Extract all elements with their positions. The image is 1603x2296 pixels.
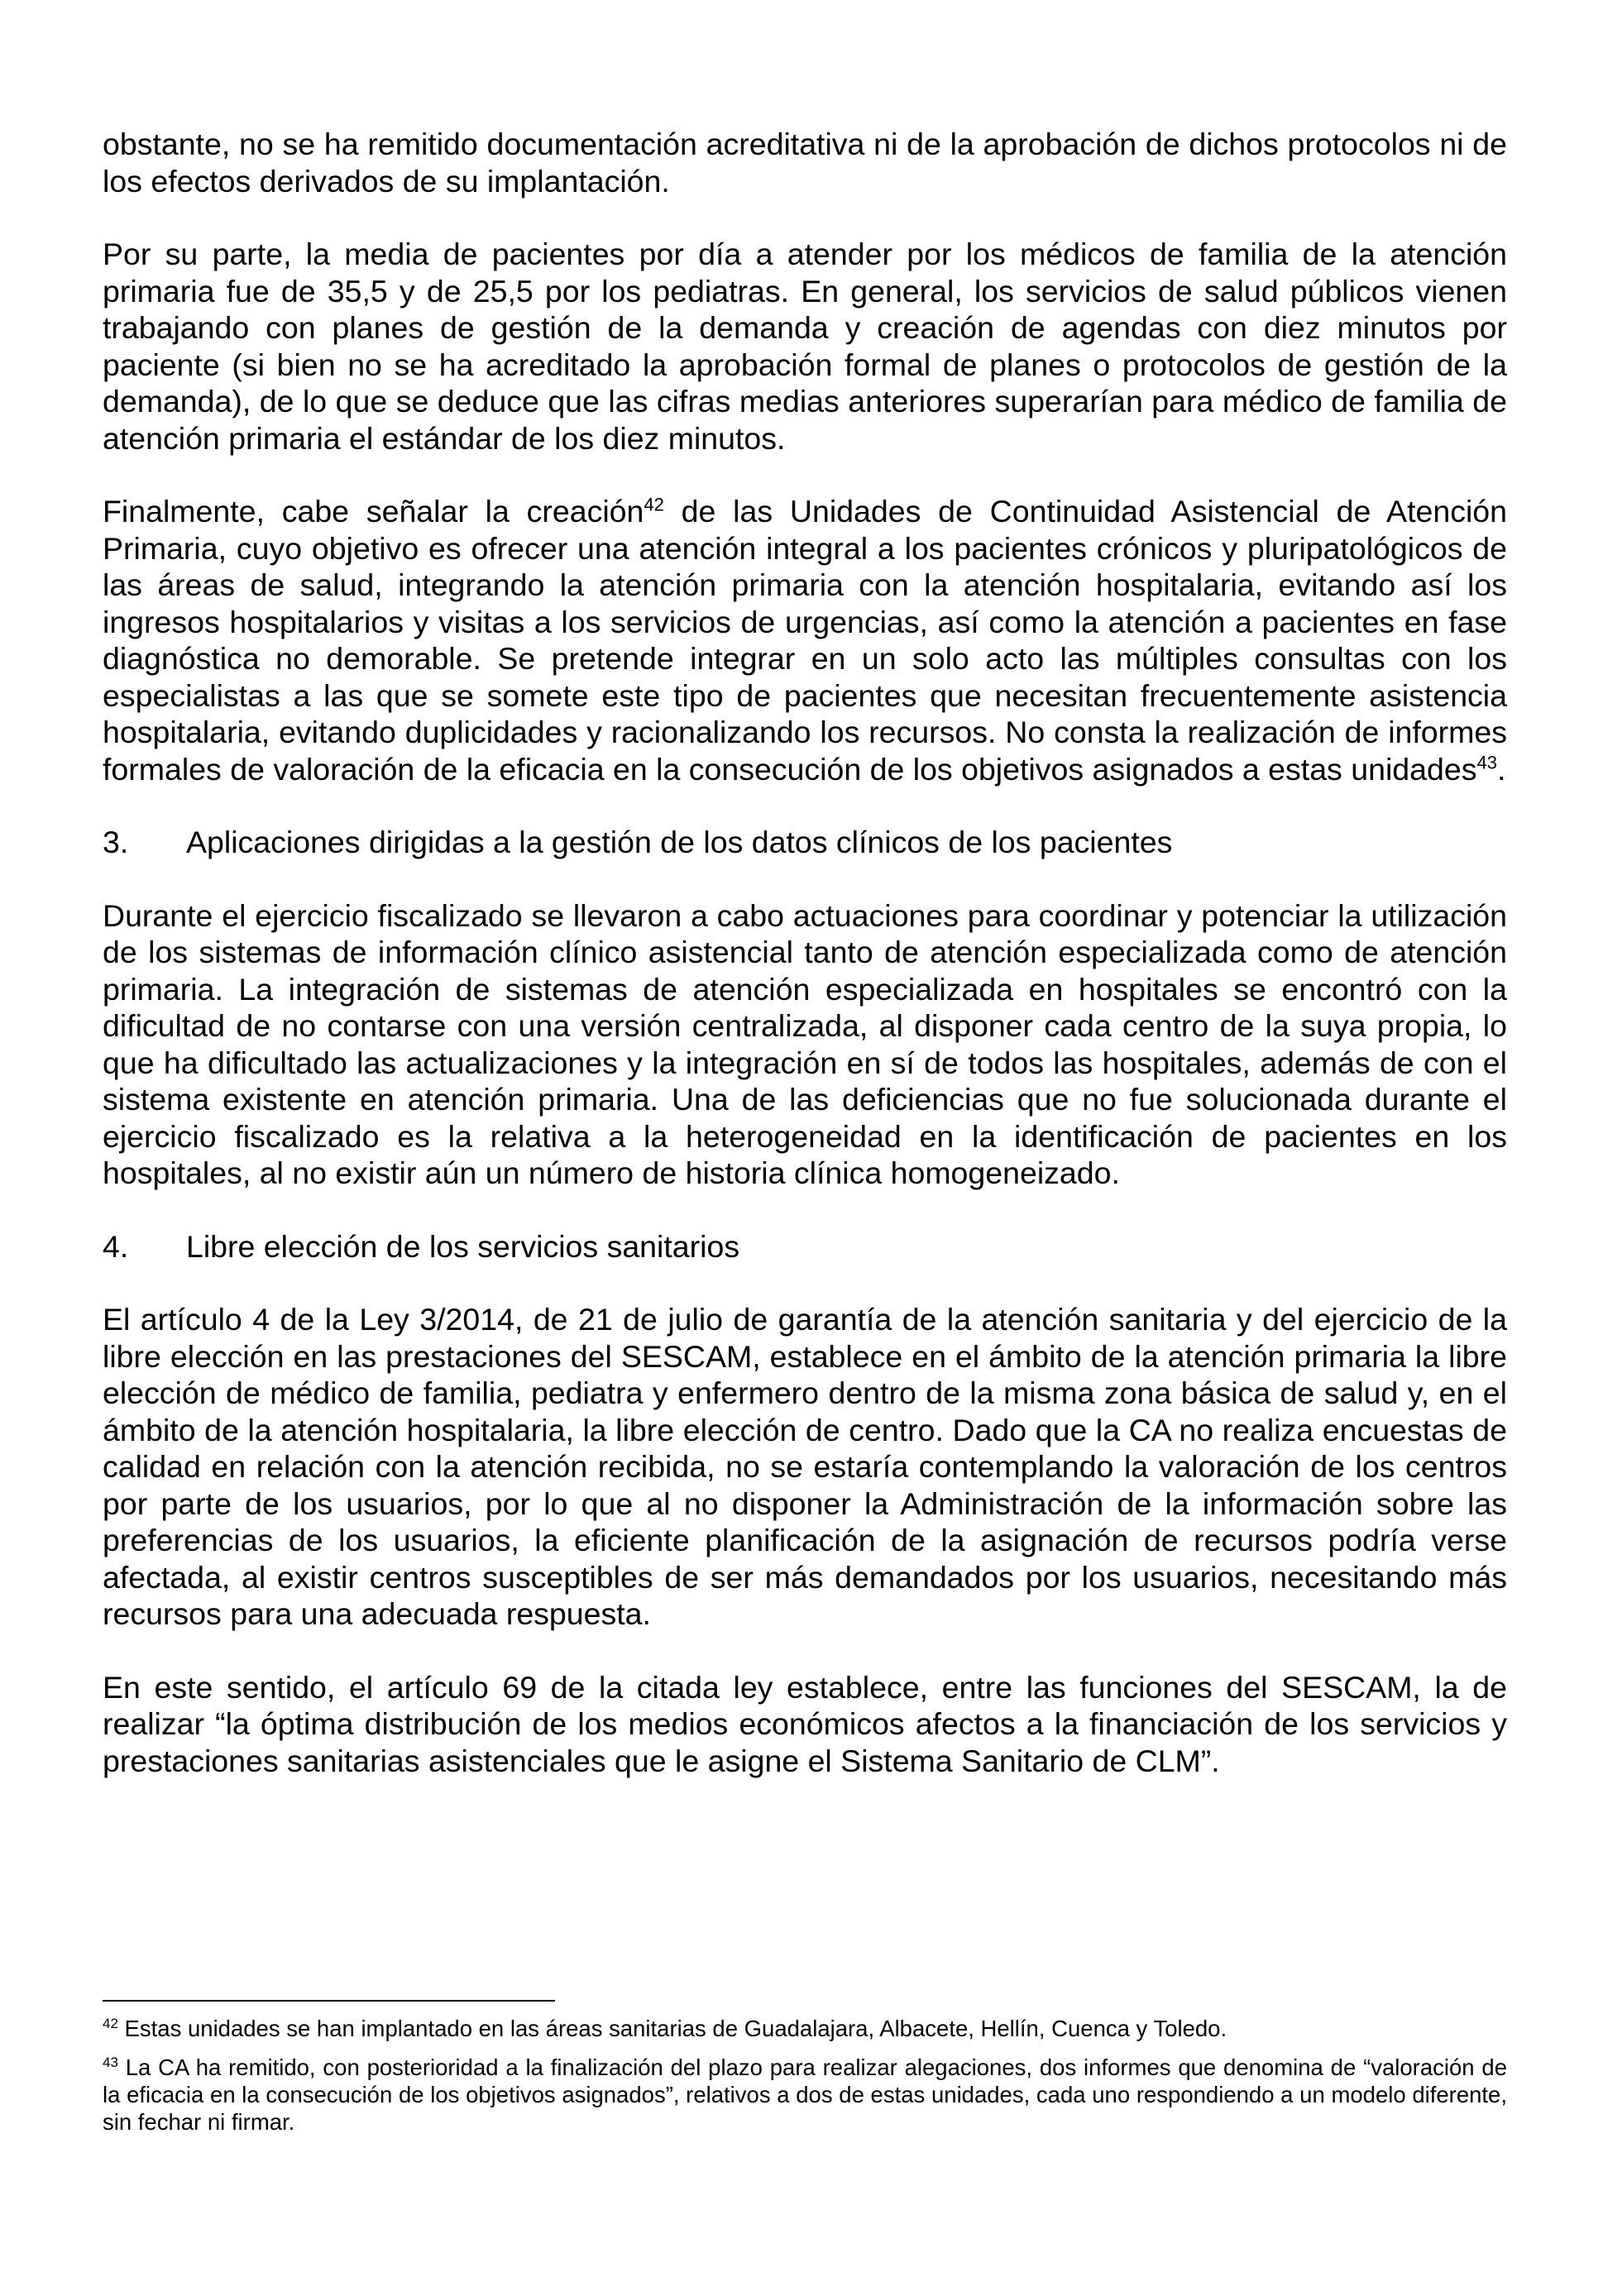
section-number: 4. xyxy=(103,1228,129,1264)
paragraph-text: Finalmente, cabe señalar la creación xyxy=(103,494,644,529)
footnote-divider xyxy=(103,2000,555,2002)
footnote-ref-42: 42 xyxy=(644,494,664,515)
footnote-number: 43 xyxy=(103,2054,118,2070)
footnote-text: Estas unidades se han implantado en las áreas sanitarias de Guadalajara, Albacete, Hellín, Cuenca y Toledo. xyxy=(117,2016,1227,2041)
paragraph-free-choice: El artículo 4 de la Ley 3/2014, de 21 de julio de garantía de la atención sanitaria y del ejercicio de la libre elección en las prestaciones del SESCAM, establece en el ámbito de la atención primaria la libre elección de médico de familia, pediatra y enfermero dentro de la misma zona básica de salud y, en el ámbito de la atención hospitalaria, la libre elección de centro. Dado que la CA no realiza encuestas de calidad en relación con la atención recibida, no se estaría contemplando la valoración de los centros por parte de los usuarios, por lo que al no disponer la Administración de la información sobre las preferencias de los usuarios, la eficiente planificación de la asignación de recursos podría verse afectada, al existir centros susceptibles de ser más demandados por los usuarios, necesitando más recursos para una adecuada respuesta. xyxy=(103,1302,1507,1631)
section-heading-3 xyxy=(103,824,1507,861)
footnote-43 xyxy=(103,2054,1507,2136)
section-heading-4 xyxy=(103,1228,1507,1265)
paragraph-patients-per-day: Por su parte, la media de pacientes por día a atender por los médicos de familia de la atención primaria fue de 35,5 y de 25,5 por los pediatras. En general, los servicios de salud públicos vienen trabajando con planes de gestión de la demanda y creación de agendas con diez minutos por paciente (si bien no se ha acreditado la aprobación formal de planes o protocolos de gestión de la demanda), de lo que se deduce que las cifras medias anteriores superarían para médico de familia de atención primaria el estándar de los diez minutos. xyxy=(103,237,1507,456)
section-title: Libre elección de los servicios sanitarios xyxy=(186,1228,740,1264)
footnote-42 xyxy=(103,2015,1507,2042)
footnote-ref-43: 43 xyxy=(1476,752,1497,773)
section-number: 3. xyxy=(103,825,129,859)
paragraph-article-69: En este sentido, el artículo 69 de la citada ley establece, entre las funciones del SESCAM, la de realizar “la óptima distribución de los medios económicos afectos a la financiación de los servicios y prestaciones sanitarias asistenciales que le asigne el Sistema Sanitario de CLM”. xyxy=(103,1669,1507,1778)
paragraph-clinical-systems: Durante el ejercicio fiscalizado se llevaron a cabo actuaciones para coordinar y potenciar la utilización de los sistemas de información clínico asistencial tanto de atención especializada como de atención primaria. La integración de sistemas de atención especializada en hospitales se encontró con la dificultad de no contarse con una versión centralizada, al disponer cada centro de la suya propia, lo que ha dificultado las actualizaciones y la integración en sí de todos las hospitales, además de con el sistema existente en atención primaria. Una de las deficiencias que no fue solucionada durante el ejercicio fiscalizado es la relativa a la heterogeneidad en la identificación de pacientes en los hospitales, al no existir aún un número de historia clínica homogeneizado. xyxy=(103,897,1507,1190)
document-body xyxy=(103,126,1507,1815)
paragraph-continuity-units xyxy=(103,493,1507,787)
footnotes xyxy=(103,2000,1507,2147)
paragraph-text: de las Unidades de Continuidad Asistencial de Atención Primaria, cuyo objetivo es ofrecer una atención integral a los pacientes crónicos y pluripatológicos de las áreas de salud, integrando la atención primaria con la atención hospitalaria, evitando así los ingresos hospitalarios y visitas a los servicios de urgencias, así como la atención a pacientes en fase diagnóstica no demorable. Se pretende integrar en un solo acto las múltiples consultas con los especialistas a las que se somete este tipo de pacientes que necesitan frecuentemente asistencia hospitalaria, evitando duplicidades y racionalizando los recursos. No consta la realización de informes formales de valoración de la eficacia en la consecución de los objetivos asignados a estas unidades xyxy=(103,494,1507,787)
footnote-text: La CA ha remitido, con posterioridad a la finalización del plazo para realizar alegaciones, dos informes que denomina de “valoración de la eficacia en la consecución de los objetivos asignados”, relativos a dos de estas unidades, cada uno respondiendo a un modelo diferente, sin fechar ni firmar. xyxy=(103,2054,1507,2135)
section-title: Aplicaciones dirigidas a la gestión de los datos clínicos de los pacientes xyxy=(186,825,1173,859)
paragraph-protocols: obstante, no se ha remitido documentación acreditativa ni de la aprobación de dichos protocolos ni de los efectos derivados de su implantación. xyxy=(103,127,1507,199)
paragraph-text: . xyxy=(1496,751,1506,787)
footnote-number: 42 xyxy=(103,2015,118,2031)
